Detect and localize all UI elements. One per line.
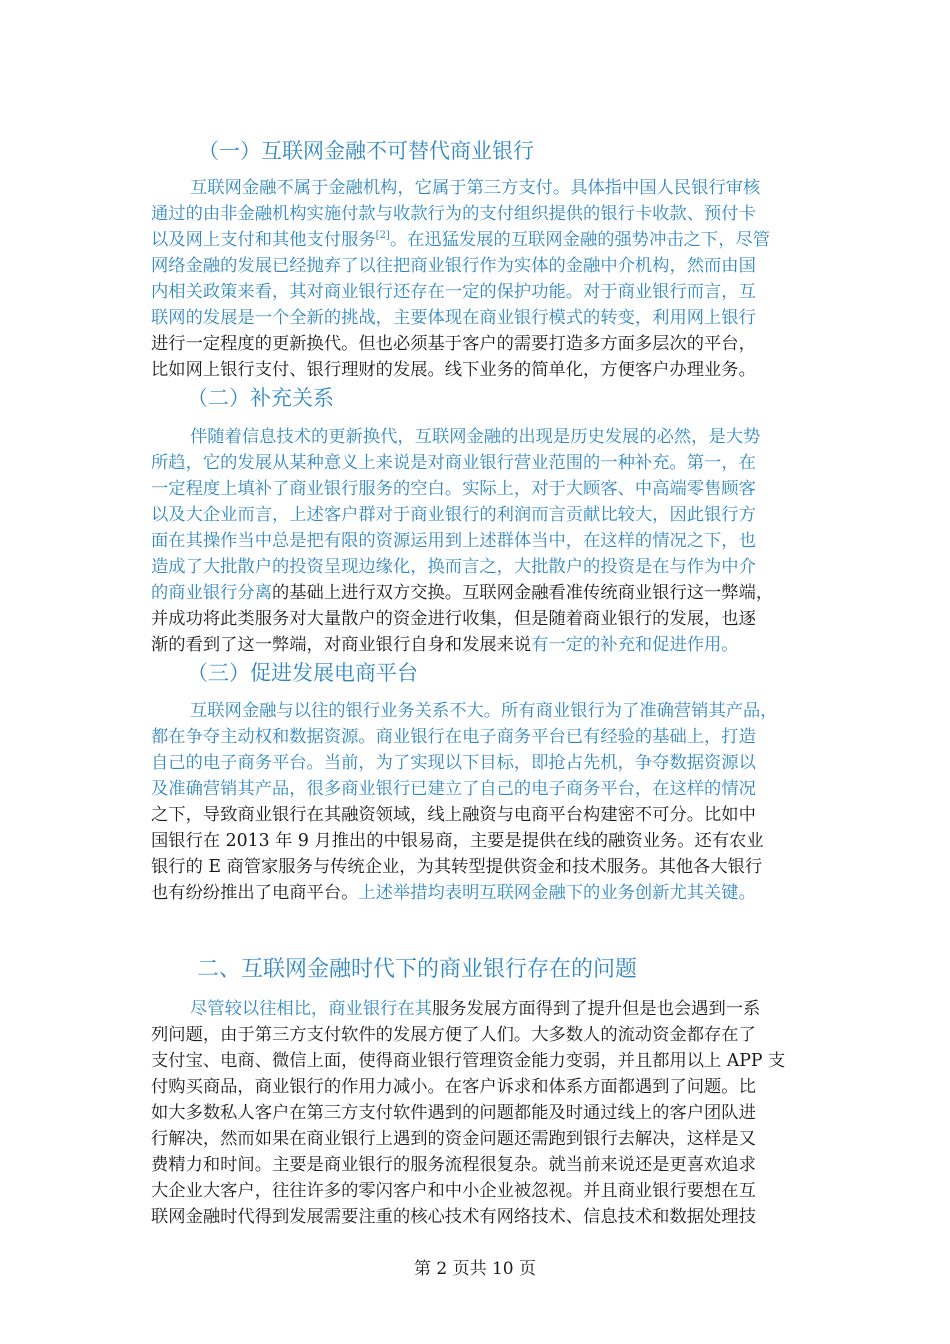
section-heading-1: （一）互联网金融不可替代商业银行 [198, 139, 534, 163]
text-run: 服务发展方面得到了提升但是也会遇到一系 [431, 999, 761, 1019]
paragraph-line: 大企业大客户，往往许多的零闪客户和中小企业被忽视。并且商业银行要想在互 [151, 1181, 756, 1201]
paragraph-line: 内相关政策来看，其对商业银行还存在一定的保护功能。对于商业银行而言，互 [151, 282, 756, 302]
paragraph-line [151, 880, 756, 906]
paragraph-line [190, 996, 760, 1022]
paragraph-line: 比如网上银行支付、银行理财的发展。线下业务的简单化，方便客户办理业务。 [151, 360, 756, 380]
paragraph-line [151, 632, 739, 658]
paragraph-line: 费精力和时间。主要是商业银行的服务流程很复杂。就当前来说还是更喜欢追求 [151, 1155, 756, 1175]
text-run: 的商业银行分离 [151, 583, 272, 603]
paragraph-line: 并成功将此类服务对大量散户的资金进行收集，但是随着商业银行的发展，也逐 [151, 609, 756, 629]
paragraph-line: 通过的由非金融机构实施付款与收款行为的支付组织提供的银行卡收款、预付卡 [151, 204, 756, 224]
paragraph-line: 联网金融时代得到发展需要注重的核心技术有网络技术、信息技术和数据处理技 [151, 1207, 756, 1227]
chapter-heading-2: 二、互联网金融时代下的商业银行存在的问题 [197, 957, 638, 982]
paragraph-line: 互联网金融不属于金融机构，它属于第三方支付。具体指中国人民银行审核 [190, 178, 761, 198]
text-run: 。在迅猛发展的互联网金融的强势冲击之下，尽管 [389, 230, 771, 250]
paragraph-line: 支付宝、电商、微信上面，使得商业银行管理资金能力变弱，并且都用以上 APP 支 [151, 1051, 786, 1071]
paragraph-line: 面在其操作当中总是把有限的资源运用到上述群体当中，在这样的情况之下，也 [151, 531, 756, 551]
paragraph-line: 以及大企业而言，上述客户群对于商业银行的利润而言贡献比较大，因此银行方 [151, 505, 756, 525]
paragraph-line: 国银行在 2013 年 9 月推出的中银易商，主要是提供在线的融资业务。还有农业 [151, 831, 764, 851]
page-number-footer: 第 2 页共 10 页 [413, 1259, 537, 1279]
paragraph-line: 如大多数私人客户在第三方支付软件遇到的问题都能及时通过线上的客户团队进 [151, 1103, 756, 1123]
citation-superscript: [2] [375, 230, 390, 242]
paragraph-line: 之下，导致商业银行在其融资领域，线上融资与电商平台构建密不可分。比如中 [151, 805, 756, 825]
paragraph-line: 付购买商品，商业银行的作用力减小。在客户诉求和体系方面都遇到了问题。比 [151, 1077, 756, 1097]
paragraph-line: 互联网金融与以往的银行业务关系不大。所有商业银行为了准确营销其产品， [190, 701, 778, 721]
section-heading-3: （三）促进发展电商平台 [187, 661, 418, 685]
paragraph-line [151, 580, 773, 606]
paragraph-line: 行解决，然而如果在商业银行上遇到的资金问题还需跑到银行去解决，这样是又 [151, 1129, 756, 1149]
text-run: 上述举措均表明互联网金融下的业务创新尤其关键。 [358, 883, 756, 903]
paragraph-line: 造成了大批散户的投资呈现边缘化，换而言之，大批散户的投资是在与作为中介 [151, 557, 756, 577]
paragraph-line: 联网的发展是一个全新的挑战，主要体现在商业银行模式的转变，利用网上银行 [151, 308, 756, 328]
text-run: 以及网上支付和其他支付服务 [151, 230, 376, 250]
text-run: 有一定的补充和促进作用。 [531, 635, 739, 655]
paragraph-line: 及准确营销其产品，很多商业银行已建立了自己的电子商务平台，在这样的情况 [151, 779, 756, 799]
text-run: 渐的看到了这一弊端，对商业银行自身和发展来说 [151, 635, 532, 655]
text-run: 尽管较以往相比，商业银行在其 [190, 999, 432, 1019]
paragraph-line: 列问题，由于第三方支付软件的发展方便了人们。大多数人的流动资金都存在了 [151, 1025, 756, 1045]
paragraph-line: 所趋，它的发展从某种意义上来说是对商业银行营业范围的一种补充。第一，在 [151, 453, 756, 473]
paragraph-line: 进行一定程度的更新换代。但也必须基于客户的需要打造多方面多层次的平台， [151, 334, 756, 354]
paragraph-line: 一定程度上填补了商业银行服务的空白。实际上，对于大顾客、中高端零售顾客 [151, 479, 756, 499]
section-heading-2: （二）补充关系 [187, 386, 334, 410]
text-run: 也有纷纷推出了电商平台。 [151, 883, 359, 903]
paragraph-line: 网络金融的发展已经抛弃了以往把商业银行作为实体的金融中介机构，然而由国 [151, 256, 756, 276]
paragraph-line: 都在争夺主动权和数据资源。商业银行在电子商务平台已有经验的基础上，打造 [151, 727, 756, 747]
paragraph-line: 银行的 E 商管家服务与传统企业，为其转型提供资金和技术服务。其他各大银行 [151, 857, 763, 877]
text-run: 的基础上进行双方交换。互联网金融看准传统商业银行这一弊端， [271, 583, 774, 603]
paragraph-line: 伴随着信息技术的更新换代，互联网金融的出现是历史发展的必然，是大势 [190, 427, 761, 447]
paragraph-line [151, 227, 770, 253]
paragraph-line: 自己的电子商务平台。当前，为了实现以下目标，即抢占先机，争夺数据资源以 [151, 753, 756, 773]
